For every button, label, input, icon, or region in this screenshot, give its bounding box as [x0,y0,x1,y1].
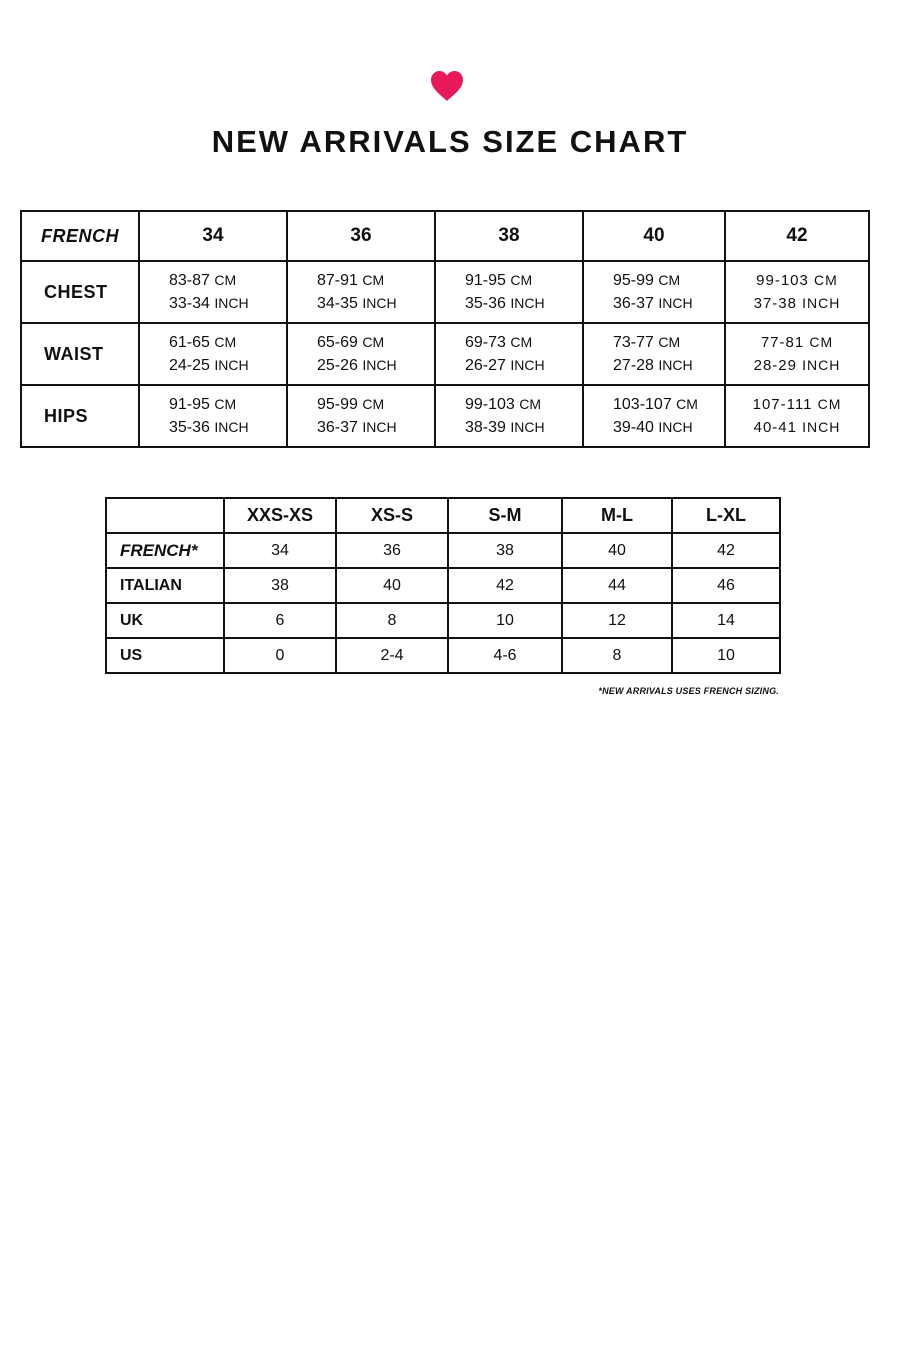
inch-unit: INCH [658,357,693,373]
french-row [106,533,780,568]
system-label: UK [106,603,224,638]
inch-line [465,292,582,315]
cm-value: 65-69 [317,334,358,351]
inch-value: 24-25 [169,357,210,374]
conversion-value: 14 [672,603,780,638]
system-label: FRENCH* [106,533,224,568]
cm-line [613,393,724,416]
cm-value: 73-77 [613,334,654,351]
cm-value: 83-87 [169,272,210,289]
inch-unit: INCH [802,295,841,311]
conversion-value: 12 [562,603,672,638]
size-header: 34 [139,211,287,261]
measurement-table [20,210,870,448]
inch-line [317,354,434,377]
inch-unit: INCH [802,357,841,373]
conversion-value: 4-6 [448,638,562,673]
cm-line [613,269,724,292]
inch-unit: INCH [658,419,693,435]
size-range-header: XS-S [336,498,448,533]
size-header: 40 [583,211,725,261]
inch-unit: INCH [362,295,397,311]
conversion-value: 36 [336,533,448,568]
measurement-label: WAIST [21,323,139,385]
inch-value: 39-40 [613,419,654,436]
cm-unit: CM [214,272,237,288]
inch-value: 27-28 [613,357,654,374]
inch-unit: INCH [510,357,545,373]
inch-line [726,292,868,315]
size-range-header: L-XL [672,498,780,533]
inch-value: 25-26 [317,357,358,374]
measurement-cell [139,323,287,385]
chest-row [21,261,869,323]
inch-line [169,354,286,377]
cm-line [317,393,434,416]
size-range-header: M-L [562,498,672,533]
cm-value: 95-99 [317,396,358,413]
cm-unit: CM [362,272,385,288]
cm-line [726,393,868,416]
cm-value: 61-65 [169,334,210,351]
inch-line [465,416,582,439]
italian-row [106,568,780,603]
inch-value: 36-37 [317,419,358,436]
measurement-header-row [21,211,869,261]
cm-line [726,269,868,292]
inch-unit: INCH [362,419,397,435]
measurement-cell [725,261,869,323]
inch-unit: INCH [658,295,693,311]
cm-value: 95-99 [613,272,654,289]
measurement-cell [287,323,435,385]
cm-value: 87-91 [317,272,358,289]
measurement-cell [139,261,287,323]
conversion-value: 0 [224,638,336,673]
inch-value: 28-29 [753,357,797,374]
cm-unit: CM [809,334,834,350]
cm-unit: CM [214,334,237,350]
cm-unit: CM [362,334,385,350]
french-corner-label: FRENCH [21,211,139,261]
size-range-header: S-M [448,498,562,533]
inch-line [726,416,868,439]
conversion-value: 46 [672,568,780,603]
conversion-value: 8 [562,638,672,673]
cm-line [465,269,582,292]
conversion-value: 38 [448,533,562,568]
inch-line [317,292,434,315]
waist-row [21,323,869,385]
cm-value: 107-111 [752,396,813,413]
conversion-value: 40 [336,568,448,603]
conversion-header-row [106,498,780,533]
measurement-cell [725,385,869,447]
inch-line [726,354,868,377]
cm-unit: CM [214,396,237,412]
cm-unit: CM [510,272,533,288]
hips-row [21,385,869,447]
measurement-label: HIPS [21,385,139,447]
cm-line [317,331,434,354]
cm-line [169,331,286,354]
inch-unit: INCH [510,295,545,311]
measurement-cell [287,261,435,323]
cm-unit: CM [658,334,681,350]
cm-value: 91-95 [465,272,506,289]
cm-unit: CM [814,272,838,288]
conversion-value: 10 [672,638,780,673]
measurement-cell [583,385,725,447]
conversion-value: 44 [562,568,672,603]
measurement-cell [583,261,725,323]
system-label: US [106,638,224,673]
inch-value: 33-34 [169,295,210,312]
cm-value: 99-103 [465,396,515,413]
system-label: ITALIAN [106,568,224,603]
cm-value: 69-73 [465,334,506,351]
inch-line [169,292,286,315]
inch-value: 34-35 [317,295,358,312]
cm-line [726,331,868,354]
size-header: 38 [435,211,583,261]
cm-unit: CM [676,396,698,412]
inch-line [613,416,724,439]
inch-value: 35-36 [169,419,210,436]
inch-line [465,354,582,377]
measurement-cell [435,261,583,323]
inch-line [317,416,434,439]
cm-unit: CM [817,396,842,412]
measurement-cell [435,323,583,385]
size-range-header: XXS-XS [224,498,336,533]
inch-line [613,354,724,377]
measurement-cell [583,323,725,385]
inch-line [169,416,286,439]
inch-unit: INCH [214,357,249,373]
cm-line [465,331,582,354]
measurement-cell [725,323,869,385]
conversion-value: 40 [562,533,672,568]
cm-unit: CM [362,396,385,412]
cm-line [317,269,434,292]
us-row [106,638,780,673]
cm-unit: CM [658,272,681,288]
inch-unit: INCH [362,357,397,373]
cm-line [169,393,286,416]
uk-row [106,603,780,638]
cm-unit: CM [510,334,533,350]
inch-value: 38-39 [465,419,506,436]
inch-unit: INCH [214,295,249,311]
conversion-value: 42 [448,568,562,603]
inch-unit: INCH [802,419,841,435]
cm-value: 91-95 [169,396,210,413]
cm-value: 77-81 [760,334,805,351]
inch-value: 36-37 [613,295,654,312]
conversion-value: 10 [448,603,562,638]
measurement-cell [139,385,287,447]
conversion-value: 8 [336,603,448,638]
inch-value: 26-27 [465,357,506,374]
size-header: 42 [725,211,869,261]
conversion-value: 2-4 [336,638,448,673]
cm-line [465,393,582,416]
measurement-label: CHEST [21,261,139,323]
heart-icon [430,70,464,102]
inch-unit: INCH [510,419,545,435]
inch-value: 40-41 [753,419,797,436]
conversion-value: 42 [672,533,780,568]
measurement-cell [287,385,435,447]
cm-unit: CM [519,396,542,412]
conversion-value: 6 [224,603,336,638]
inch-unit: INCH [214,419,249,435]
cm-line [169,269,286,292]
conversion-value: 34 [224,533,336,568]
cm-value: 99-103 [756,272,809,289]
inch-line [613,292,724,315]
conversion-value: 38 [224,568,336,603]
empty-corner-cell [106,498,224,533]
size-conversion-table [105,497,781,674]
heart-shape [431,71,463,101]
inch-value: 37-38 [753,295,797,312]
page-title: NEW ARRIVALS SIZE CHART [211,124,689,159]
inch-value: 35-36 [465,295,506,312]
measurement-cell [435,385,583,447]
footnote: *NEW ARRIVALS USES FRENCH SIZING. [598,686,779,696]
cm-line [613,331,724,354]
size-header: 36 [287,211,435,261]
cm-value: 103-107 [613,396,672,413]
